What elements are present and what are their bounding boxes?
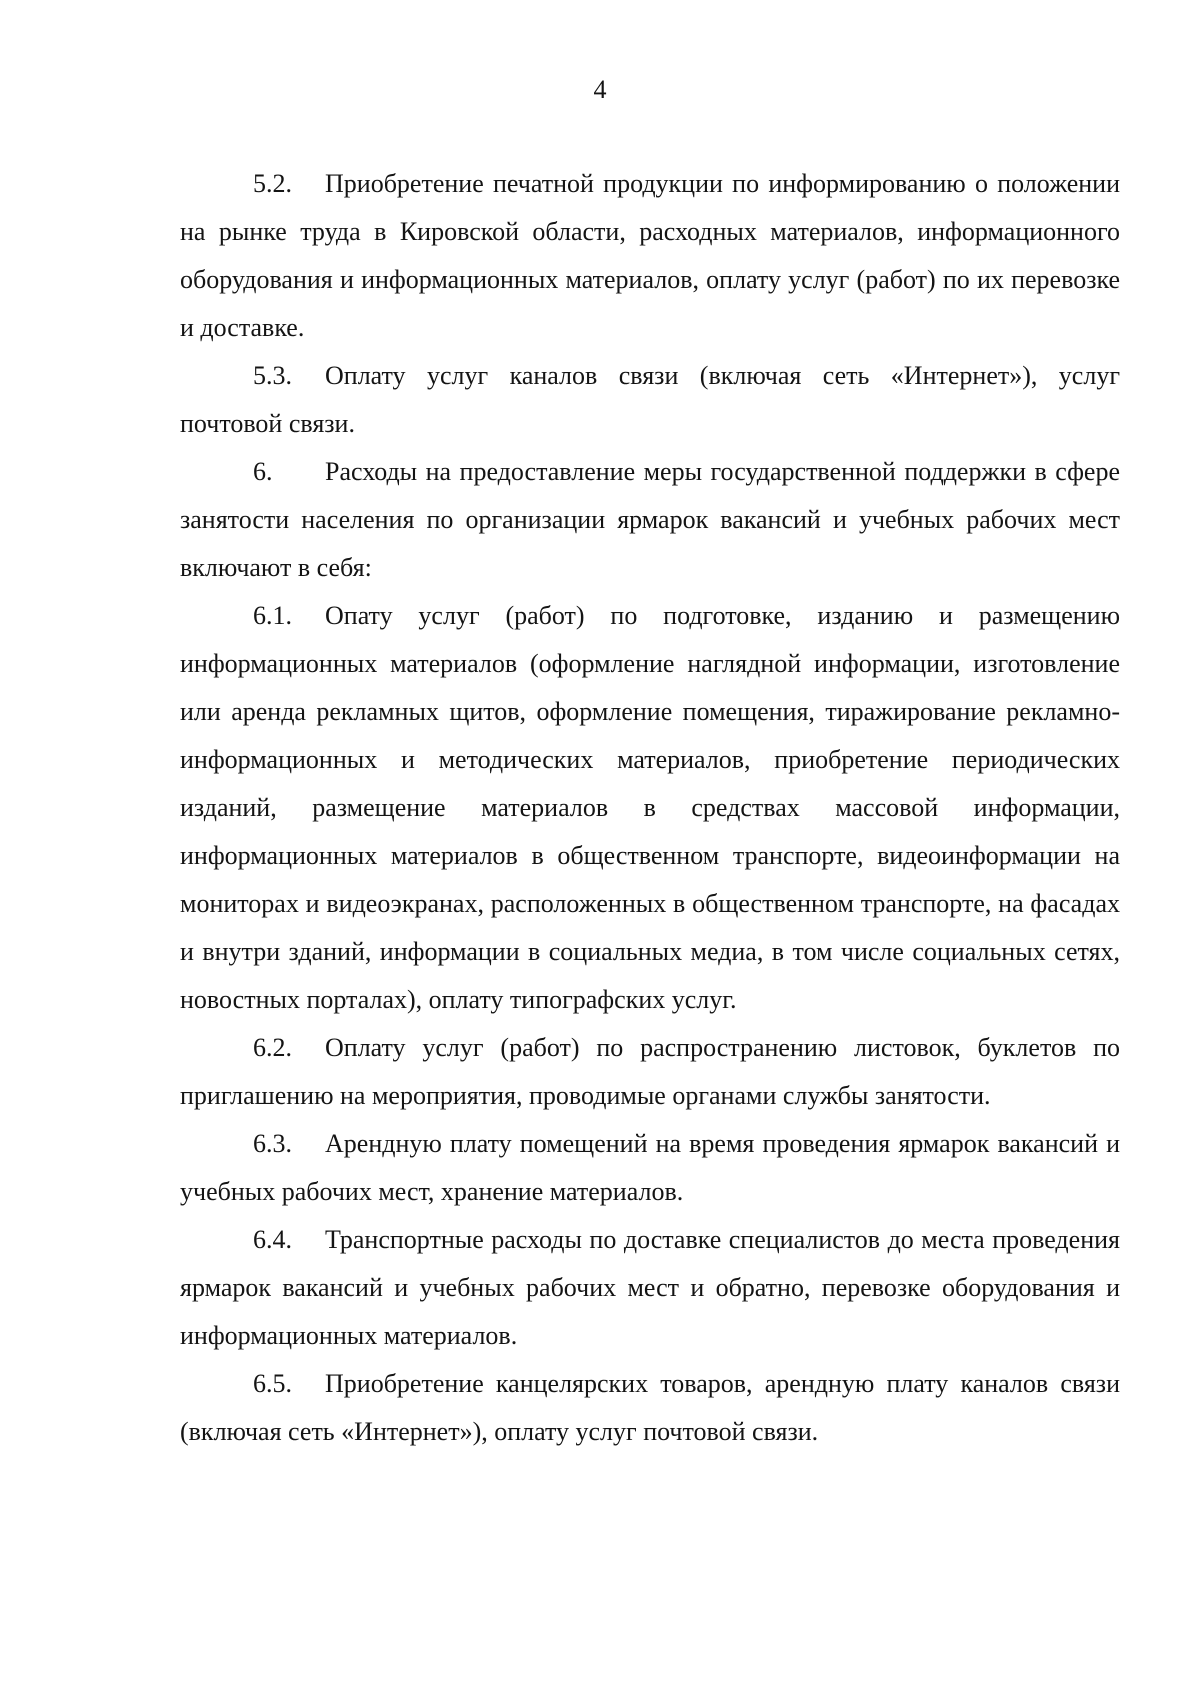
paragraph-number: 6. bbox=[253, 457, 273, 486]
paragraph-text: Приобретение печатной продукции по информированию о положении на рынке труда в Кировской области, расходных материалов, информационного оборудования и информационных материалов, оплату услуг (работ) по их перевозке и доставке. bbox=[180, 169, 1120, 342]
paragraph-6-5 bbox=[180, 1360, 1120, 1456]
paragraph-number: 6.2. bbox=[253, 1033, 292, 1062]
paragraph-text: Опату услуг (работ) по подготовке, изданию и размещению информационных материалов (оформление наглядной информации, изготовление или аренда рекламных щитов, оформление помещения, тиражирование рекламно-информационных и методических материалов, приобретение периодических изданий, размещение материалов в средствах массовой информации, информационных материалов в общественном транспорте, видеоинформации на мониторах и видеоэкранах, расположенных в общественном транспорте, на фасадах и внутри зданий, информации в социальных медиа, в том числе социальных сетях, новостных порталах), оплату типографских услуг. bbox=[180, 601, 1120, 1014]
paragraph-number: 6.1. bbox=[253, 601, 292, 630]
paragraph-text: Транспортные расходы по доставке специалистов до места проведения ярмарок вакансий и учебных рабочих мест и обратно, перевозке оборудования и информационных материалов. bbox=[180, 1225, 1120, 1350]
paragraph-6-4 bbox=[180, 1216, 1120, 1360]
paragraph-number: 5.3. bbox=[253, 361, 292, 390]
paragraph-6-2 bbox=[180, 1024, 1120, 1120]
paragraph-text: Оплату услуг (работ) по распространению листовок, буклетов по приглашению на мероприятия, проводимые органами службы занятости. bbox=[180, 1033, 1120, 1110]
paragraph-number: 5.2. bbox=[253, 169, 292, 198]
paragraph-text: Расходы на предоставление меры государственной поддержки в сфере занятости населения по организации ярмарок вакансий и учебных рабочих мест включают в себя: bbox=[180, 457, 1120, 582]
paragraph-number: 6.4. bbox=[253, 1225, 292, 1254]
paragraph-5-2 bbox=[180, 160, 1120, 352]
paragraph-number: 6.3. bbox=[253, 1129, 292, 1158]
paragraph-text: Приобретение канцелярских товаров, арендную плату каналов связи (включая сеть «Интернет»), оплату услуг почтовой связи. bbox=[180, 1369, 1120, 1446]
paragraph-6-3 bbox=[180, 1120, 1120, 1216]
paragraph-text: Оплату услуг каналов связи (включая сеть «Интернет»), услуг почтовой связи. bbox=[180, 361, 1120, 438]
paragraph-6-1 bbox=[180, 592, 1120, 1024]
page-number: 4 bbox=[593, 75, 607, 104]
document-body bbox=[180, 160, 1120, 1456]
paragraph-5-3 bbox=[180, 352, 1120, 448]
paragraph-number: 6.5. bbox=[253, 1369, 292, 1398]
paragraph-text: Арендную плату помещений на время проведения ярмарок вакансий и учебных рабочих мест, хранение материалов. bbox=[180, 1129, 1120, 1206]
paragraph-6 bbox=[180, 448, 1120, 592]
